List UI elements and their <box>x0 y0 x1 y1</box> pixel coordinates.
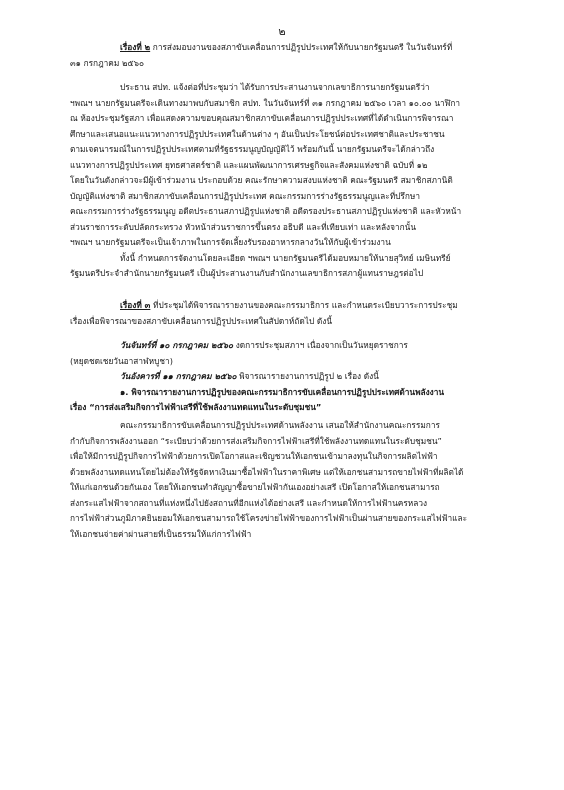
page-number: ๒ <box>278 25 286 38</box>
paragraph-line: การไฟฟ้าส่วนภูมิภาคยินยอมให้เอกชนสามารถใช้โครงข่ายไฟฟ้าของการไฟฟ้าเป็นผ่านสายของกระแสไฟฟ้าและ <box>70 513 468 523</box>
paragraph-line: โดยในวันดังกล่าวจะมีผู้เข้าร่วมงาน ประกอบด้วย คณะรักษาความสงบแห่งชาติ คณะรัฐมนตรี สมาชิกสภานิติ <box>70 175 453 185</box>
paragraph-line: คณะกรรมการร่างรัฐธรรมนูญ อดีตประธานสภาปฏิรูปแห่งชาติ อดีตรองประธานสภาปฏิรูปแห่งชาติ และหัวหน้า <box>70 206 462 216</box>
section-3-schedule <box>70 338 510 416</box>
paragraph-line: ฯพณฯ นายกรัฐมนตรีจะเดินทางมาพบกับสมาชิก สปท. ในวันจันทร์ที่ ๓๑ กรกฎาคม ๒๕๖๐ เวลา ๑๐.๐๐ นาฬิกา <box>70 97 461 108</box>
section-3-heading-line2: เรื่องเพื่อพิจารณาของสภาขับเคลื่อนการปฏิรูปประเทศในสัปดาห์ถัดไป ดังนี้ <box>70 315 332 326</box>
paragraph-line: ทั้งนี้ กำหนดการจัดงานโดยละเอียด ฯพณฯ นายกรัฐมนตรีได้มอบหมายให้นายสุวิทย์ เมษินทรีย์ <box>120 252 451 263</box>
section-3-heading-text: ที่ประชุมได้พิจารณารายงานของคณะกรรมาธิการ และกำหนดระเบียบวาระการประชุม <box>150 300 458 310</box>
paragraph-line: ตามเจตนารมณ์ในการปฏิรูปประเทศตามที่รัฐธรรมนูญบัญญัติไว้ พร้อมกันนี้ นายกรัฐมนตรีจะได้กล่าวถึง <box>70 144 435 154</box>
paragraph-line: ส่งกระแสไฟฟ้าจากสถานที่แห่งหนึ่งไปยังสถานที่อีกแห่งได้อย่างเสรี และกำหนดให้การไฟฟ้านครหลวง <box>70 497 428 508</box>
paragraph-line: ให้เอกชนจ่ายค่าผ่านสายที่เป็นธรรมให้แก่การไฟฟ้า <box>70 528 252 539</box>
paragraph-line: กำกับกิจการพลังงานออก “ระเบียบว่าด้วยการส่งเสริมกิจการไฟฟ้าเสรีที่ใช้พลังงานทดแทนในระดับชุมชน” <box>70 435 442 446</box>
item1-body <box>70 418 510 542</box>
paragraph-line: ให้แก่เอกชนด้วยกันเอง โดยให้เอกชนทำสัญญาซื้อขายไฟฟ้ากันเองอย่างเสรี เปิดโอกาสให้เอกชนสามารถ <box>70 482 440 492</box>
section-2-label: เรื่องที่ ๒ <box>120 42 151 52</box>
section-3 <box>70 298 510 329</box>
day2-label: วันอังคารที่ ๑๑ กรกฎาคม ๒๕๖๐ <box>120 371 237 381</box>
paragraph-line: ส่วนราชการระดับปลัดกระทรวง หัวหน้าส่วนราชการขึ้นตรง อธิบดี และที่เทียบเท่า และหลังจากนั้น <box>70 221 416 232</box>
paragraph-line: เพื่อให้มีการปฏิรูปกิจการไฟฟ้าด้วยการเปิดโอกาสและเชิญชวนให้เอกชนเข้ามาลงทุนในกิจการผลิตไฟฟ้า <box>70 451 438 461</box>
paragraph-line: แนวทางการปฏิรูปประเทศ ยุทธศาสตร์ชาติ และแผนพัฒนาการเศรษฐกิจและสังคมแห่งชาติ ฉบับที่ ๑๒ <box>70 159 428 170</box>
item1-title: ๑. พิจารณารายงานการปฏิรูปของคณะกรรมาธิการขับเคลื่อนการปฏิรูปประเทศด้านพลังงาน <box>120 386 445 397</box>
section-2-heading-text: การส่งมอบงานของสภาขับเคลื่อนการปฏิรูปประเทศให้กับนายกรัฐมนตรี ในวันจันทร์ที่ <box>150 42 453 52</box>
paragraph-line: ด้วยพลังงานทดแทนโดยไม่ต้องให้รัฐจัดหาเงินมาซื้อไฟฟ้าในราคาพิเศษ แต่ให้เอกชนสามารถขายไฟฟ้าที่ผลิตได้ <box>70 466 464 477</box>
paragraph-line: คณะกรรมาธิการขับเคลื่อนการปฏิรูปประเทศด้านพลังงาน เสนอให้สำนักงานคณะกรรมการ <box>120 420 440 430</box>
section-3-label: เรื่องที่ ๓ <box>120 300 151 310</box>
paragraph-line: บัญญัติแห่งชาติ สมาชิกสภาขับเคลื่อนการปฏิรูปประเทศ คณะกรรมการร่างรัฐธรรมนูญและที่ปรึกษา <box>70 190 421 201</box>
section-2-heading <box>70 40 510 56</box>
section-2 <box>70 40 510 71</box>
section-2-heading-line2: ๓๑ กรกฎาคม ๒๕๖๐ <box>70 57 145 68</box>
day1-note: (หยุดชดเชยวันอาสาฬหบูชา) <box>70 355 173 366</box>
section-3-heading <box>70 298 510 314</box>
paragraph-line: ศึกษาและเสนอแนะแนวทางการปฏิรูปประเทศในด้านต่าง ๆ อันเป็นประโยชน์ต่อประเทศชาติและประชาชน <box>70 128 445 139</box>
paragraph-line: ณ ห้องประชุมรัฐสภา เพื่อแสดงความขอบคุณสมาชิกสภาขับเคลื่อนการปฏิรูปประเทศที่ได้ดำเนินการพิจารณา <box>70 113 454 123</box>
day1-label: วันจันทร์ที่ ๑๐ กรกฎาคม ๒๕๖๐ <box>120 340 234 350</box>
day2-text: พิจารณารายงานการปฏิรูป ๒ เรื่อง ดังนี้ <box>236 371 379 381</box>
item1-subject: เรื่อง “การส่งเสริมกิจการไฟฟ้าเสรีที่ใช้พลังงานทดแทนในระดับชุมชน” <box>70 402 322 412</box>
day1-text: งดการประชุมสภาฯ เนื่องจากเป็นวันหยุดราชการ <box>233 340 408 350</box>
day2-line <box>70 369 510 385</box>
paragraph-line: ฯพณฯ นายกรัฐมนตรีจะเป็นเจ้าภาพในการจัดเลี้ยงรับรองอาหารกลางวันให้กับผู้เข้าร่วมงาน <box>70 237 391 247</box>
day1-line <box>70 338 510 354</box>
section-2-para1 <box>70 80 510 282</box>
paragraph-line: รัฐมนตรีประจำสำนักนายกรัฐมนตรี เป็นผู้ประสานงานกับสำนักงานเลขาธิการสภาผู้แทนราษฎรต่อไป <box>70 268 424 278</box>
paragraph-line: ประธาน สปท. แจ้งต่อที่ประชุมว่า ได้รับการประสานงานจากเลขาธิการนายกรัฐมนตรีว่า <box>120 82 430 92</box>
